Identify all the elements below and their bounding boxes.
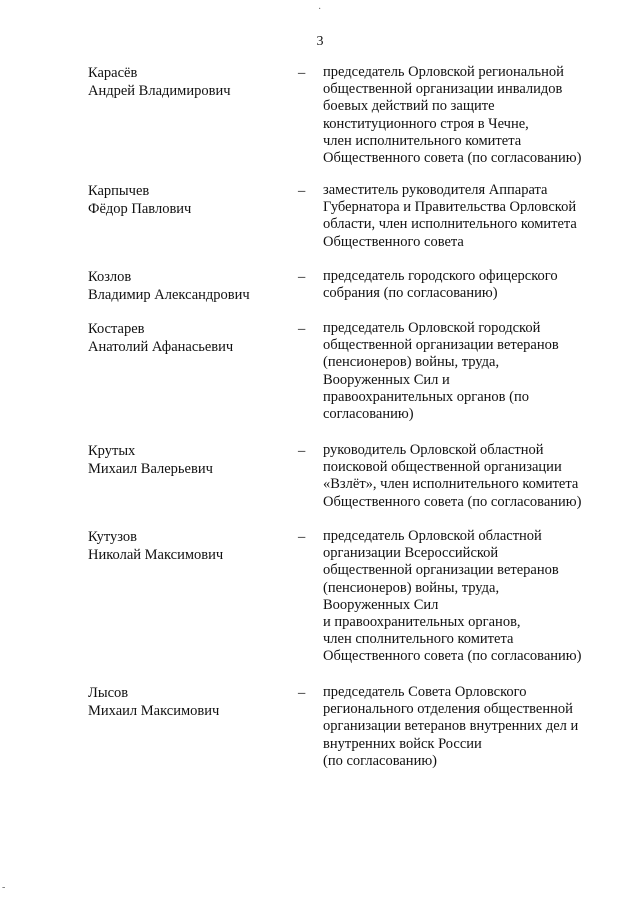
member-surname: Лысов bbox=[88, 685, 129, 701]
dash: – bbox=[298, 183, 306, 199]
member-surname: Кутузов bbox=[88, 529, 137, 545]
role-line: председатель Орловской областной bbox=[323, 528, 542, 544]
role-line: общественной организации инвалидов bbox=[323, 81, 563, 98]
member-given-names: Николай Максимович bbox=[88, 547, 224, 563]
member-given-names: Михаил Валерьевич bbox=[88, 461, 213, 477]
role-line: согласованию) bbox=[323, 406, 414, 423]
dash: – bbox=[298, 685, 306, 701]
member-role bbox=[323, 64, 613, 167]
member-name bbox=[88, 320, 288, 356]
role-line: Вооруженных Сил и bbox=[323, 371, 450, 388]
member-given-names: Фёдор Павлович bbox=[88, 201, 192, 217]
role-line: член исполнительного комитета bbox=[323, 132, 522, 149]
member-name bbox=[88, 64, 288, 100]
member-name bbox=[88, 182, 288, 218]
member-surname: Карпычев bbox=[88, 183, 150, 199]
role-line: общественной организации ветеранов bbox=[323, 562, 559, 579]
scan-speck: - bbox=[2, 882, 6, 893]
role-line: поисковой общественной организации bbox=[323, 459, 562, 476]
dash: – bbox=[298, 269, 306, 285]
member-name bbox=[88, 268, 288, 304]
role-line: руководитель Орловской областной bbox=[323, 442, 544, 458]
role-line: общественной организации ветеранов bbox=[323, 337, 559, 354]
member-given-names: Михаил Максимович bbox=[88, 703, 220, 719]
member-role bbox=[323, 268, 613, 302]
role-line: председатель Орловской региональной bbox=[323, 64, 564, 80]
member-name bbox=[88, 442, 288, 478]
member-given-names: Анатолий Афанасьевич bbox=[88, 339, 234, 355]
dash: – bbox=[298, 321, 306, 337]
role-line: Общественного совета (по согласованию) bbox=[323, 493, 582, 510]
role-line: (пенсионеров) войны, труда, bbox=[323, 579, 500, 596]
role-line: правоохранительных органов (по bbox=[323, 388, 529, 405]
dash: – bbox=[298, 443, 306, 459]
member-given-names: Владимир Александрович bbox=[88, 287, 250, 303]
role-line: регионального отделения общественной bbox=[323, 701, 573, 718]
member-given-names: Андрей Владимирович bbox=[88, 83, 231, 99]
role-line: боевых действий по защите bbox=[323, 98, 495, 115]
role-line: Общественного совета bbox=[323, 233, 464, 250]
role-line: член сполнительного комитета bbox=[323, 631, 514, 648]
member-name bbox=[88, 684, 288, 720]
member-name bbox=[88, 528, 288, 564]
role-line: (пенсионеров) войны, труда, bbox=[323, 354, 500, 371]
role-line: области, член исполнительного комитета bbox=[323, 216, 577, 233]
page-number: 3 bbox=[316, 34, 324, 49]
role-line: председатель городского офицерского bbox=[323, 268, 558, 284]
member-role bbox=[323, 684, 613, 770]
role-line: организации ветеранов внутренних дел и bbox=[323, 718, 579, 735]
member-role bbox=[323, 528, 613, 666]
member-surname: Костарев bbox=[88, 321, 145, 337]
role-line: председатель Орловской городской bbox=[323, 320, 541, 336]
dash: – bbox=[298, 65, 306, 81]
role-line: Общественного совета (по согласованию) bbox=[323, 150, 582, 167]
role-line: собрания (по согласованию) bbox=[323, 285, 498, 302]
role-line: конституционного строя в Чечне, bbox=[323, 115, 529, 132]
scan-speck: · bbox=[318, 4, 322, 15]
role-line: Общественного совета (по согласованию) bbox=[323, 648, 582, 665]
member-role bbox=[323, 182, 613, 251]
dash: – bbox=[298, 529, 306, 545]
member-surname: Карасёв bbox=[88, 65, 138, 81]
member-role bbox=[323, 442, 613, 511]
role-line: Губернатора и Правительства Орловской bbox=[323, 199, 577, 216]
member-surname: Крутых bbox=[88, 443, 136, 459]
member-role bbox=[323, 320, 613, 423]
member-surname: Козлов bbox=[88, 269, 132, 285]
role-line: заместитель руководителя Аппарата bbox=[323, 182, 548, 198]
role-line: Вооруженных Сил bbox=[323, 596, 439, 613]
role-line: и правоохранительных органов, bbox=[323, 614, 521, 631]
role-line: (по согласованию) bbox=[323, 752, 437, 769]
role-line: организации Всероссийской bbox=[323, 545, 499, 562]
role-line: внутренних войск России bbox=[323, 735, 482, 752]
role-line: председатель Совета Орловского bbox=[323, 684, 527, 700]
role-line: «Взлёт», член исполнительного комитета bbox=[323, 476, 579, 493]
